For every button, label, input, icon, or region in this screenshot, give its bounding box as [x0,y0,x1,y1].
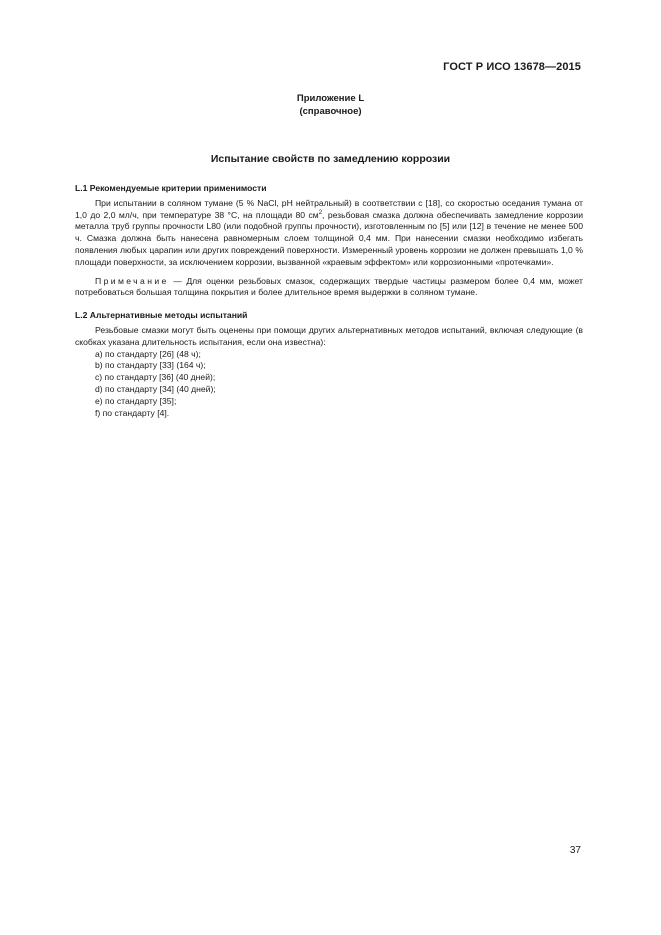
standard-designation: ГОСТ Р ИСО 13678—2015 [443,61,581,73]
section-heading-l2: L.2 Альтернативные методы испытаний [75,310,248,321]
note-label: Примечание [95,275,169,286]
page-number: 37 [569,845,581,856]
section-heading-l1: L.1 Рекомендуемые критерии применимости [75,183,267,193]
section-l2-intro [75,325,583,349]
list-item: c) по стандарту [36] (40 дней); [95,372,216,383]
list-item: a) по стандарту [26] (48 ч); [95,348,201,359]
list-item: d) по стандарту [34] (40 дней); [95,383,216,394]
note-text: — Для оценки резьбовых смазок, содержащих твердые частицы размером более 0,4 мм, может потребоваться большая толщина покрытия и более длительное время выдержки в соляном тумане. [75,275,583,298]
section-l1-paragraph [75,198,583,269]
appendix-block [0,92,661,118]
methods-list [75,349,583,420]
content-body [75,183,583,419]
intro-text: Резьбовые смазки могут быть оценены при помощи других альтернативных методов испытаний, включая следующие (в скобках указана длительность испытания, если она известна): [75,324,583,347]
list-item: b) по стандарту [33] (164 ч); [95,360,206,371]
main-title: Испытание свойств по замедлению коррозии [210,153,451,165]
superscript-2: 2 [318,209,323,216]
paragraph-text-part1: При испытании в соляном тумане (5 % NaCl, pH нейтральный) в соответствии с [18], со скоростью оседания тумана от 1,0 до 2,0 мл/ч, при температуре 38 °С, на площади 80 см [75,197,583,220]
paragraph-text-part2: , резьбовая смазка должна обеспечивать замедление коррозии металла труб группы прочности L80 (или подобной группы прочности), изготовленным по [5] или [12] в течение не менее 500 ч. Смазка должна быть нанесена равномерным слоем толщиной 0,4 мм. При нанесении смазки необходимо избегать появления любых царапин или других повреждений поверхности. Измеренный уровень коррозии не должен превышать 1,0 % площади поверхности, за исключением коррозии, вызванной «краевым эффектом» или коррозионными «протечками». [75,209,583,267]
note-paragraph [75,276,583,300]
list-item: f) по стандарту [4]. [95,407,170,418]
list-item: e) по стандарту [35]; [95,395,177,406]
appendix-subtitle: (справочное) [299,106,362,117]
appendix-title: Приложение L [296,93,365,104]
